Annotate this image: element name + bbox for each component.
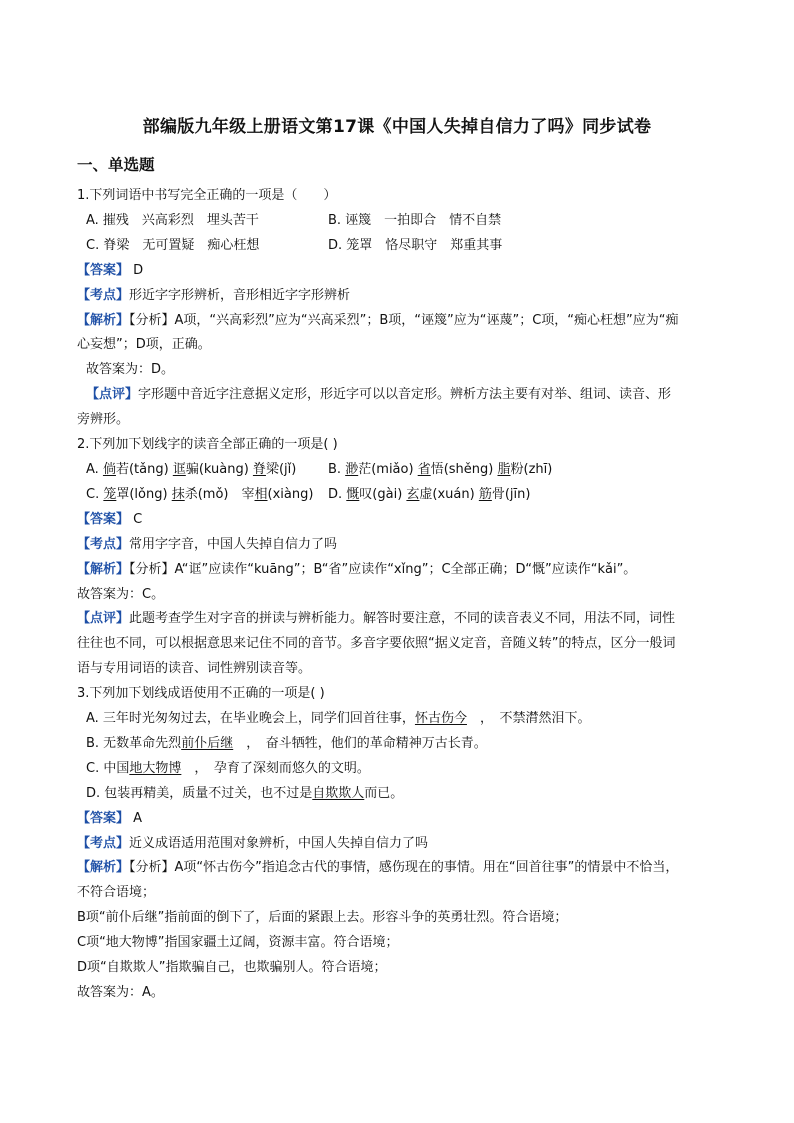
q1-option-c: C. 脊梁 无可置疑 痴心枉想 — [86, 237, 260, 253]
q2-point-text: 常用字字音，中国人失掉自信力了吗 — [129, 536, 338, 552]
q1-analysis — [77, 309, 723, 334]
q3-analysis-text-4: C项“地大物博”指国家疆土辽阔，资源丰富。符合语境； — [77, 935, 399, 951]
q1-analysis-text-2: 心妄想”；D项，正确。 — [77, 337, 211, 353]
q3-option-d: D. 包装再精美，质量不过关，也不过是自欺欺人而已。 — [86, 785, 404, 801]
q2-stem: 2.下列加下划线字的读音全部正确的一项是( ) — [77, 437, 338, 453]
q3-analysis-text-3: B项“前仆后继”指前面的倒下了，后面的紧跟上去。形容斗争的英勇壮烈。符合语境； — [77, 910, 568, 926]
q1-option-d: D. 笼罩 恪尽职守 郑重其事 — [328, 237, 503, 253]
q1-analysis-text-1: A项，“兴高彩烈”应为“兴高采烈”；B项，“诬篾”应为“诬蔑”；C项，“痴心枉想”应为“痴 — [174, 312, 679, 328]
q1-options-row2 — [77, 234, 723, 259]
q2-comment-text-3: 语与专用词语的读音、词性辨别读音等。 — [77, 661, 312, 677]
q3-point-text: 近义成语适用范围对象辨析，中国人失掉自信力了吗 — [129, 835, 429, 851]
q2-answer: 【答案】 C — [77, 511, 143, 527]
q3-analysis-text-1: A项“怀古伤今”指追念古代的事情，感伤现在的事情。用在“回首往事”的情景中不恰当， — [174, 860, 679, 876]
comment-label: 【点评】 — [86, 387, 139, 403]
q3-analysis-text-5: D项“自欺欺人”指欺骗自己，也欺骗别人。符合语境； — [77, 960, 387, 976]
document-title: 部编版九年级上册语文第17课《中国人失掉自信力了吗》同步试卷 — [142, 117, 652, 137]
section-heading: 一、单选题 — [77, 156, 155, 174]
q3-answer-value: A — [129, 810, 143, 826]
q2-option-d: D. 慨叹(gài) 玄虚(xuán) 筋骨(jīn) — [328, 486, 531, 502]
q1-stem: 1.下列词语中书写完全正确的一项是（ ） — [77, 188, 337, 203]
q2-analysis: 【解析】【分析】A“诓”应读作“kuāng”；B“省”应读作“xǐng”；C全部正确；D“慨”应读作“kǎi”。 — [77, 561, 637, 577]
q1-comment-text-1: 字形题中音近字注意据义定形，形近字可以以音定形。辨析方法主要有对举、组词、读音、形 — [138, 387, 672, 403]
q3-answer: 【答案】 A — [77, 810, 143, 826]
q2-option-a: A. 倘若(tǎng) 诓骗(kuàng) 脊梁(jǐ) — [86, 461, 297, 477]
q2-analysis-text: A“诓”应读作“kuāng”；B“省”应读作“xǐng”；C全部正确；D“慨”应读作“kǎi”。 — [174, 561, 637, 577]
q1-comment-text-2: 旁辨形。 — [77, 412, 130, 428]
question-list — [77, 184, 723, 1006]
answer-label: 【答案】 — [77, 262, 130, 278]
q3-analysis-text-2: 不符合语境； — [77, 885, 156, 901]
q2-options-row2 — [77, 483, 723, 508]
q1-option-a: A. 摧残 兴高彩烈 埋头苦干 — [86, 212, 259, 228]
q3-option-c: C. 中国地大物博 ， 孕育了深刻而悠久的文明。 — [86, 760, 370, 776]
q2-option-c: C. 笼罩(lǒng) 抹杀(mǒ) 宰相(xiàng) — [86, 486, 314, 502]
q3-stem: 3.下列加下划线成语使用不正确的一项是( ) — [77, 686, 325, 702]
q3-option-b: B. 无数革命先烈前仆后继 ， 奋斗牺牲，他们的革命精神万古长青。 — [86, 735, 487, 751]
q3-analysis: 【解析】【分析】A项“怀古伤今”指追念古代的事情，感伤现在的事情。用在“回首往事”的情景中不恰当， — [77, 860, 679, 876]
q1-answer — [77, 259, 723, 284]
q2-answer-value: C — [129, 511, 143, 527]
q2-conclusion: 故答案为：C。 — [77, 586, 165, 602]
q1-comment — [77, 383, 723, 408]
q2-comment: 【点评】此题考查学生对字音的拼读与辨析能力。解答时要注意，不同的读音表义不同，用法不同，词性 — [77, 611, 676, 627]
q1-conclusion: 故答案为：D。 — [86, 362, 175, 378]
q2-options-row1 — [77, 458, 723, 483]
q2-comment-text-1: 此题考查学生对字音的拼读与辨析能力。解答时要注意，不同的读音表义不同，用法不同，词性 — [129, 611, 676, 627]
q3-option-a: A. 三年时光匆匆过去，在毕业晚会上，同学们回首往事，怀古伤今 ， 不禁潸然泪下。 — [86, 711, 591, 727]
q1-point — [77, 284, 723, 309]
q1-point-text: 形近字字形辨析，音形相近字字形辨析 — [129, 287, 351, 303]
q2-option-b: B. 渺茫(miǎo) 省悟(shěng) 脂粉(zhī) — [328, 461, 553, 477]
q3-conclusion: 故答案为：A。 — [77, 985, 164, 1000]
point-label: 【考点】 — [77, 287, 130, 303]
q2-comment-text-2: 往往也不同，可以根据意思来记住不同的音节。多音字要依照“据义定音，音随义转”的特点，区分一般词 — [77, 636, 676, 652]
q1-options-row1 — [77, 209, 723, 234]
fenxi-label: 【分析】 — [129, 312, 175, 328]
q3-point: 【考点】近义成语适用范围对象辨析，中国人失掉自信力了吗 — [77, 835, 429, 851]
analysis-label: 【解析】 — [77, 312, 130, 328]
q2-point: 【考点】常用字字音，中国人失掉自信力了吗 — [77, 536, 338, 552]
q1-answer-value: D — [129, 262, 144, 278]
q1-option-b: B. 诬篾 一拍即合 情不自禁 — [328, 212, 502, 228]
